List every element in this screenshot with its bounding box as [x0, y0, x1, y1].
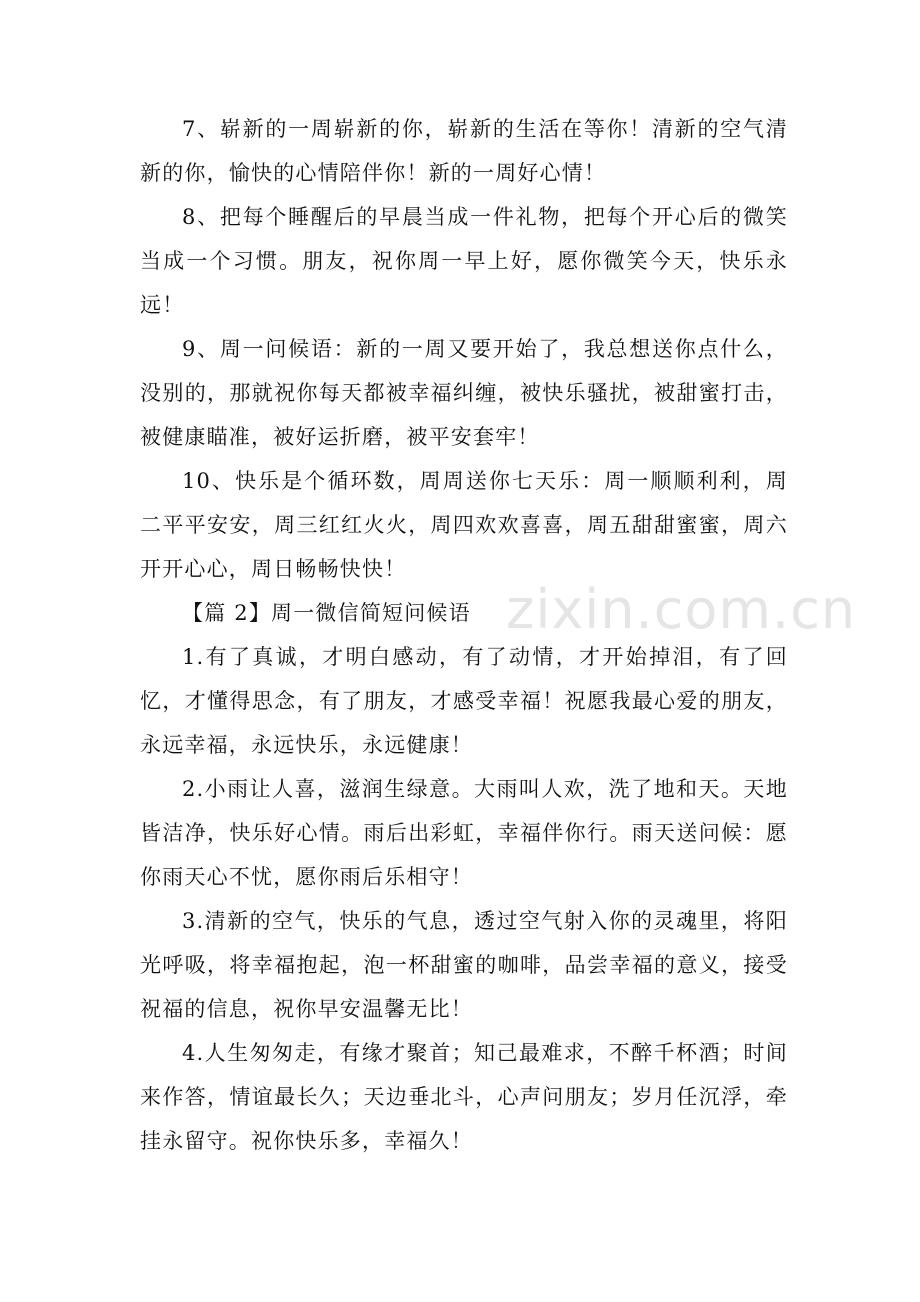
paragraph-3: 3.清新的空气，快乐的气息，透过空气射入你的灵魂里，将阳光呼吸，将幸福抱起，泡一杯甜蜜的咖啡，品尝幸福的意义，接受祝福的信息，祝你早安温馨无比！ [140, 909, 788, 1021]
watermark: zixin.com.cn [506, 578, 857, 641]
document-body [140, 107, 788, 1163]
paragraph-2: 2.小雨让人喜，滋润生绿意。大雨叫人欢，洗了地和天。天地皆洁净，快乐好心情。雨后出彩虹，幸福伴你行。雨天送问候：愿你雨天心不忧，愿你雨后乐相守！ [140, 777, 788, 889]
paragraph-8: 8、把每个睡醒后的早晨当成一件礼物，把每个开心后的微笑当成一个习惯。朋友，祝你周一早上好，愿你微笑今天，快乐永远！ [140, 205, 788, 317]
paragraph-9: 9、周一问候语：新的一周又要开始了，我总想送你点什么，没别的，那就祝你每天都被幸福纠缠，被快乐骚扰，被甜蜜打击，被健康瞄准，被好运折磨，被平安套牢！ [140, 337, 788, 449]
paragraph-10: 10、快乐是个循环数，周周送你七天乐：周一顺顺利利，周二平平安安，周三红红火火，周四欢欢喜喜，周五甜甜蜜蜜，周六开开心心，周日畅畅快快！ [140, 469, 788, 581]
paragraph-4: 4.人生匆匆走，有缘才聚首；知己最难求，不醉千杯酒；时间来作答，情谊最长久；天边垂北斗，心声问朋友；岁月任沉浮，牵挂永留守。祝你快乐多，幸福久！ [140, 1041, 788, 1153]
paragraph-7: 7、崭新的一周崭新的你，崭新的生活在等你！清新的空气清新的你，愉快的心情陪伴你！新的一周好心情！ [140, 117, 788, 185]
paragraph-1: 1.有了真诚，才明白感动，有了动情，才开始掉泪，有了回忆，才懂得思念，有了朋友，才感受幸福！祝愿我最心爱的朋友，永远幸福，永远快乐，永远健康！ [140, 645, 788, 757]
section-title: 【篇 2】周一微信简短问候语 [182, 601, 471, 625]
